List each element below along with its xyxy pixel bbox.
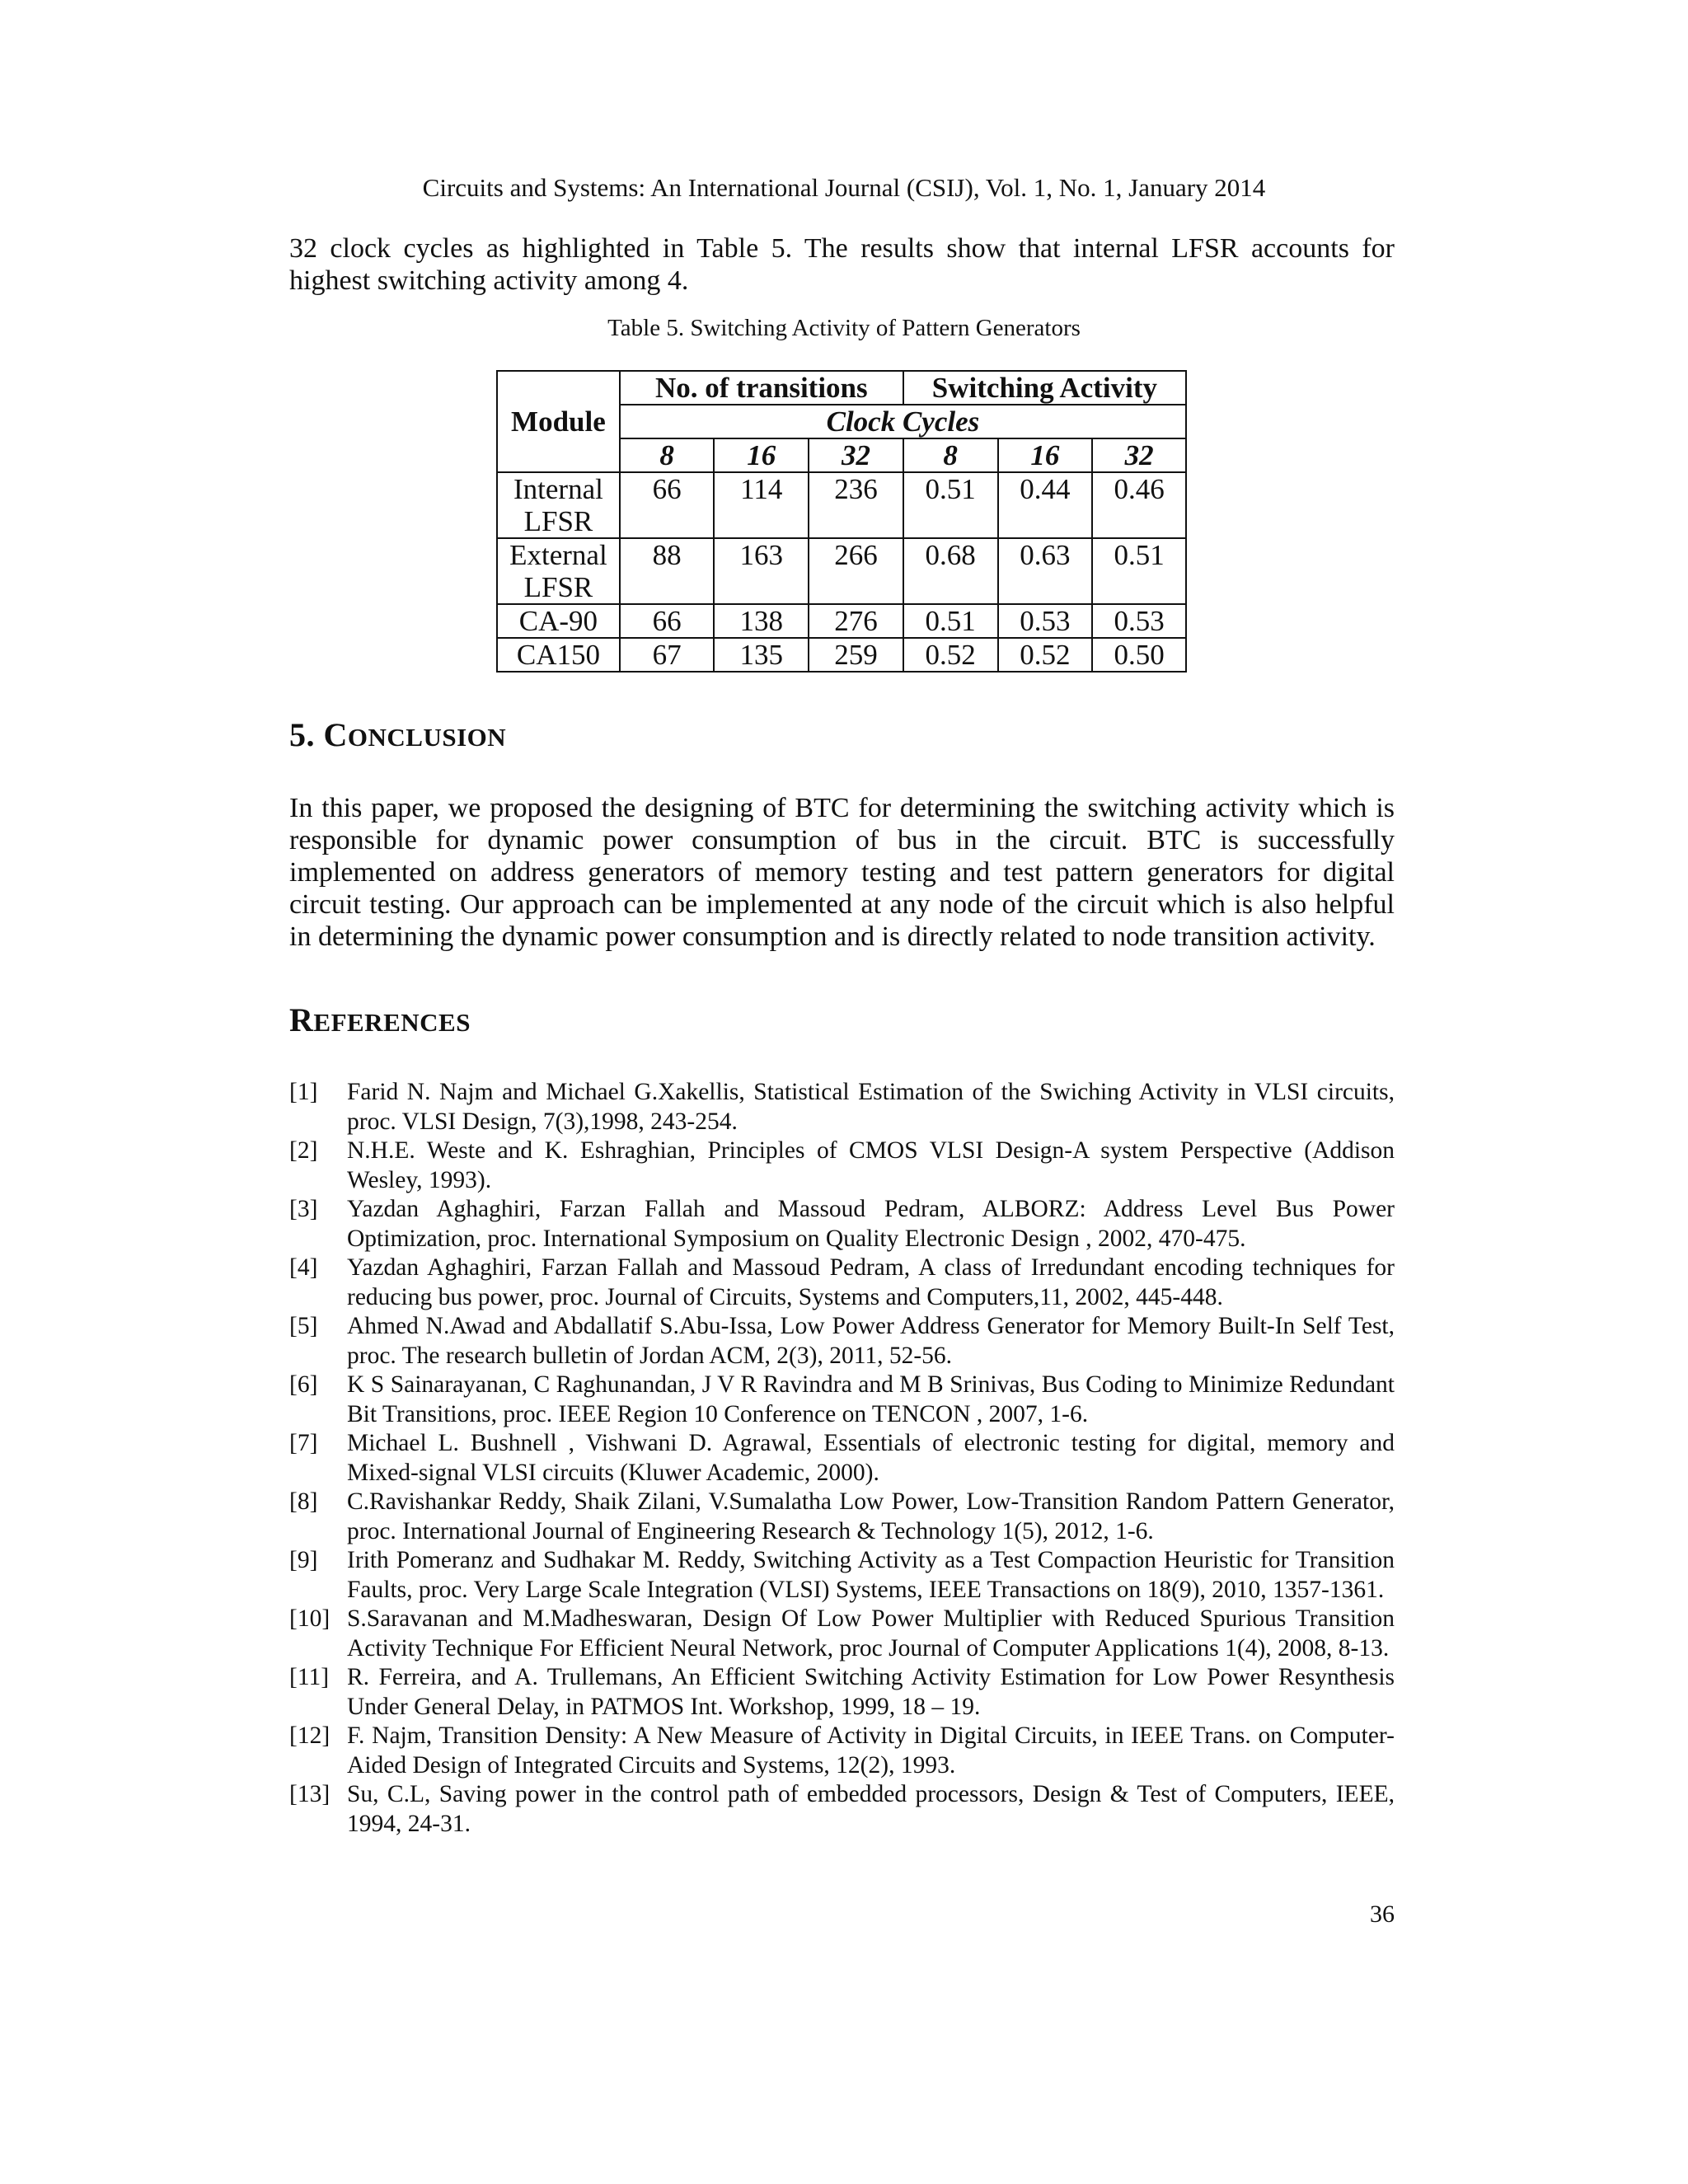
reference-item [289, 1312, 1395, 1371]
value-cell: 236 [809, 472, 903, 538]
reference-item [289, 1663, 1395, 1722]
reference-text: Su, C.L, Saving power in the control path of embedded processors, Design & Test of Computers, IEEE, 1994, 24-31. [347, 1781, 1395, 1837]
reference-list [289, 1078, 1395, 1839]
table-row [497, 638, 1186, 672]
value-cell: 114 [714, 472, 809, 538]
cycle-header: 8 [620, 438, 715, 472]
conclusion-heading-start: 5. C [289, 716, 348, 753]
intro-paragraph: 32 clock cycles as highlighted in Table 5. The results show that internal LFSR accounts for highest switching activity among 4. [289, 233, 1395, 296]
value-cell: 0.53 [1092, 604, 1186, 638]
reference-text: Yazdan Aghaghiri, Farzan Fallah and Massoud Pedram, ALBORZ: Address Level Bus Power Optimization, proc. International Symposium on Quality Electronic Design , 2002, 470-475. [347, 1196, 1395, 1252]
value-cell: 259 [809, 638, 903, 672]
reference-item [289, 1722, 1395, 1780]
reference-number: [3] [289, 1196, 318, 1222]
value-cell: 276 [809, 604, 903, 638]
value-cell: 0.53 [998, 604, 1093, 638]
conclusion-paragraph: In this paper, we proposed the designing of BTC for determining the switching activity which is responsible for dynamic power consumption of bus in the circuit. BTC is successfully implemented on address generators of memory testing and test pattern generators for digital circuit testing. Our approach can be implemented at any node of the circuit which is also helpful in determining the dynamic power consumption and is directly related to node transition activity. [289, 793, 1395, 952]
reference-item [289, 1429, 1395, 1488]
reference-number: [1] [289, 1079, 318, 1105]
reference-item [289, 1137, 1395, 1195]
value-cell: 0.51 [1092, 538, 1186, 604]
value-cell: 135 [714, 638, 809, 672]
value-cell: 0.50 [1092, 638, 1186, 672]
reference-item [289, 1546, 1395, 1605]
reference-number: [6] [289, 1371, 318, 1398]
reference-number: [12] [289, 1722, 331, 1749]
table-row [497, 538, 1186, 604]
reference-text: Farid N. Najm and Michael G.Xakellis, Statistical Estimation of the Swiching Activity in VLSI circuits, proc. VLSI Design, 7(3),1998, 243-254. [347, 1079, 1395, 1135]
reference-number: [5] [289, 1313, 318, 1339]
cycle-header: 16 [998, 438, 1093, 472]
reference-text: K S Sainarayanan, C Raghunandan, J V R Ravindra and M B Srinivas, Bus Coding to Minimize Redundant Bit Transitions, proc. IEEE Region 10 Conference on TENCON , 2007, 1-6. [347, 1371, 1395, 1427]
cycle-header: 32 [1092, 438, 1186, 472]
clock-cycles-header: Clock Cycles [620, 405, 1186, 438]
module-cell: Internal LFSR [497, 472, 620, 538]
reference-number: [10] [289, 1605, 331, 1632]
reference-number: [13] [289, 1781, 331, 1807]
references-heading-rest: EFERENCES [313, 1008, 471, 1037]
reference-item [289, 1254, 1395, 1312]
module-cell: CA-90 [497, 604, 620, 638]
value-cell: 66 [620, 604, 715, 638]
cycle-header: 32 [809, 438, 903, 472]
reference-text: C.Ravishankar Reddy, Shaik Zilani, V.Sumalatha Low Power, Low-Transition Random Pattern Generator, proc. International Journal of Engineering Research & Technology 1(5), 2012, 1-6. [347, 1488, 1395, 1544]
value-cell: 0.44 [998, 472, 1093, 538]
value-cell: 0.51 [903, 604, 998, 638]
value-cell: 66 [620, 472, 715, 538]
reference-item [289, 1371, 1395, 1429]
value-cell: 67 [620, 638, 715, 672]
reference-text: Irith Pomeranz and Sudhakar M. Reddy, Switching Activity as a Test Compaction Heuristic for Transition Faults, proc. Very Large Scale Integration (VLSI) Systems, IEEE Transactions on 18(9), 2010, 1357-1361. [347, 1547, 1395, 1603]
value-cell: 266 [809, 538, 903, 604]
reference-item [289, 1078, 1395, 1137]
cycle-header: 8 [903, 438, 998, 472]
switching-activity-table [496, 370, 1187, 673]
value-cell: 0.46 [1092, 472, 1186, 538]
cycle-header: 16 [714, 438, 809, 472]
value-cell: 0.52 [903, 638, 998, 672]
reference-number: [2] [289, 1137, 318, 1164]
table-row [497, 604, 1186, 638]
reference-number: [7] [289, 1430, 318, 1456]
reference-number: [8] [289, 1488, 318, 1515]
reference-text: R. Ferreira, and A. Trullemans, An Efficient Switching Activity Estimation for Low Power Resynthesis Under General Delay, in PATMOS Int. Workshop, 1999, 18 – 19. [347, 1664, 1395, 1720]
references-heading-start: R [289, 1001, 314, 1038]
value-cell: 88 [620, 538, 715, 604]
table-row [497, 472, 1186, 538]
module-header: Module [497, 371, 620, 472]
reference-text: S.Saravanan and M.Madheswaran, Design Of Low Power Multiplier with Reduced Spurious Transition Activity Technique For Efficient Neural Network, proc Journal of Computer Applications 1(4), 2008, 8-13. [347, 1605, 1395, 1661]
reference-number: [11] [289, 1664, 330, 1690]
value-cell: 138 [714, 604, 809, 638]
value-cell: 0.52 [998, 638, 1093, 672]
switching-activity-header: Switching Activity [903, 371, 1186, 405]
value-cell: 0.68 [903, 538, 998, 604]
reference-number: [9] [289, 1547, 318, 1573]
page-number: 36 [1370, 1900, 1395, 1928]
reference-item [289, 1780, 1395, 1839]
table-caption: Table 5. Switching Activity of Pattern Generators [607, 315, 1081, 341]
value-cell: 0.63 [998, 538, 1093, 604]
reference-text: Yazdan Aghaghiri, Farzan Fallah and Massoud Pedram, A class of Irredundant encoding techniques for reducing bus power, proc. Journal of Circuits, Systems and Computers,11, 2002, 445-448. [347, 1254, 1395, 1310]
reference-text: N.H.E. Weste and K. Eshraghian, Principles of CMOS VLSI Design-A system Perspective (Addison Wesley, 1993). [347, 1137, 1395, 1193]
module-cell: External LFSR [497, 538, 620, 604]
reference-item [289, 1195, 1395, 1254]
references-heading [289, 1001, 471, 1043]
conclusion-heading-rest: ONCLUSION [347, 723, 507, 752]
reference-item [289, 1488, 1395, 1546]
transitions-header: No. of transitions [620, 371, 903, 405]
journal-header: Circuits and Systems: An International Journal (CSIJ), Vol. 1, No. 1, January 2014 [422, 173, 1266, 202]
reference-item [289, 1605, 1395, 1663]
value-cell: 163 [714, 538, 809, 604]
conclusion-heading [289, 715, 506, 757]
reference-text: Ahmed N.Awad and Abdallatif S.Abu-Issa, Low Power Address Generator for Memory Built-In Self Test, proc. The research bulletin of Jordan ACM, 2(3), 2011, 52-56. [347, 1313, 1395, 1369]
reference-text: Michael L. Bushnell , Vishwani D. Agrawal, Essentials of electronic testing for digital, memory and Mixed-signal VLSI circuits (Kluwer Academic, 2000). [347, 1430, 1395, 1486]
value-cell: 0.51 [903, 472, 998, 538]
reference-text: F. Najm, Transition Density: A New Measure of Activity in Digital Circuits, in IEEE Trans. on Computer- Aided Design of Integrated Circuits and Systems, 12(2), 1993. [347, 1722, 1395, 1779]
reference-number: [4] [289, 1254, 318, 1281]
module-cell: CA150 [497, 638, 620, 672]
